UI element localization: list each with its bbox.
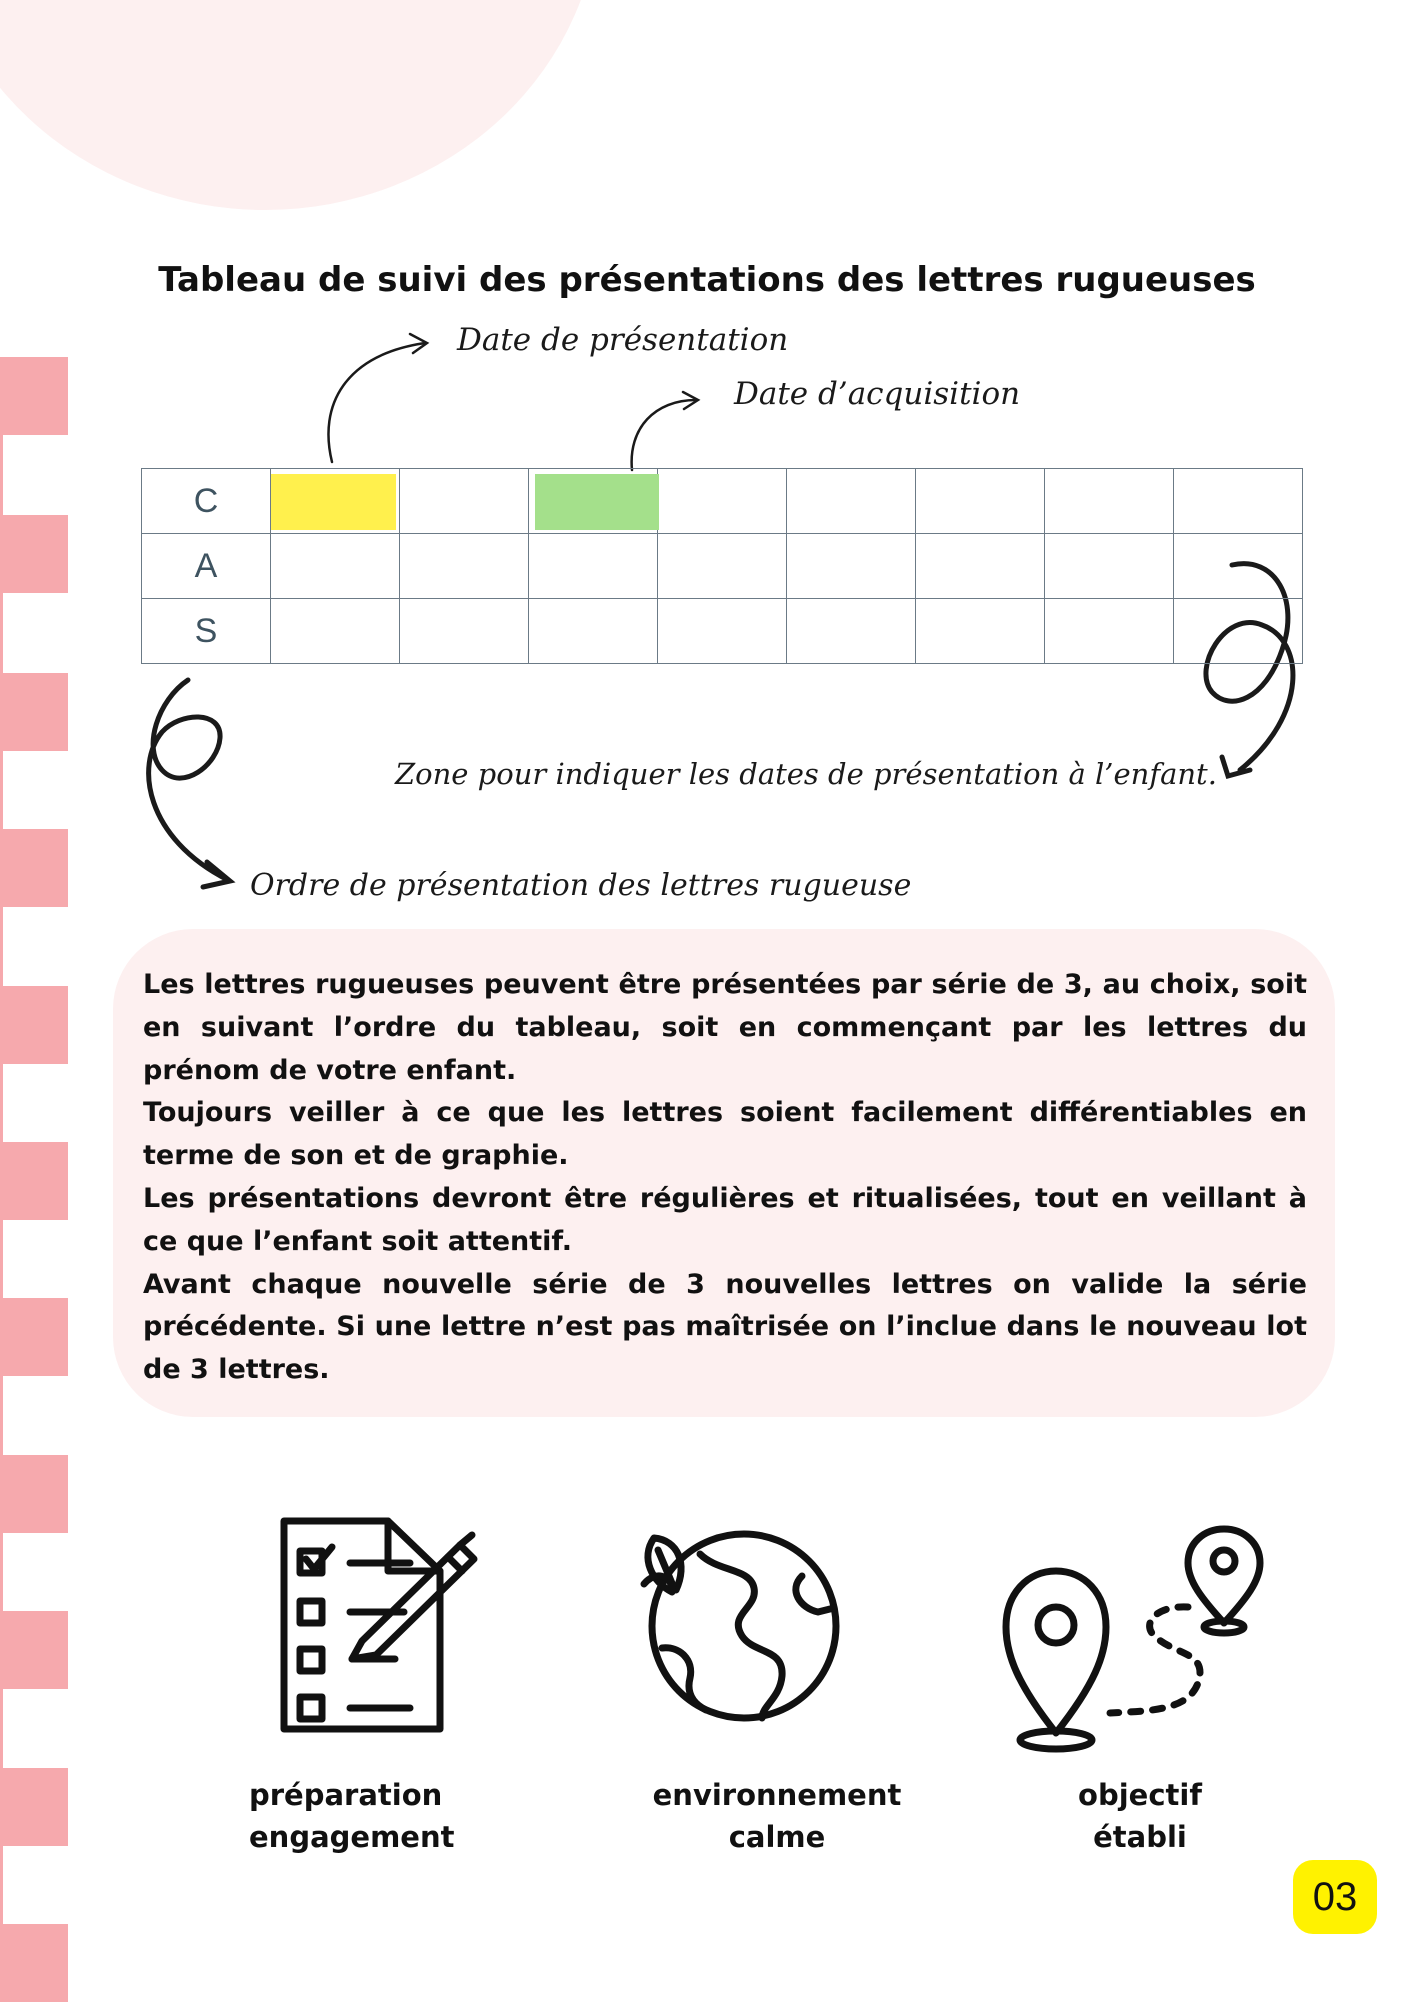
arrow-acquisition-date [632,400,696,470]
presentation-date-annotation: Date de présentation [457,322,789,358]
row-label-s: S [142,599,271,664]
acquisition-date-cell[interactable] [529,469,658,534]
row-label-c: C [142,469,271,534]
date-cell[interactable] [916,469,1045,534]
feature-caption-preparation: préparation engagement [249,1778,455,1854]
date-cell[interactable] [658,599,787,664]
earth-leaf-icon [632,1528,852,1728]
date-cell[interactable] [1045,469,1174,534]
arrow-presentation-date [328,343,425,462]
date-cell[interactable] [1174,469,1303,534]
presentation-date-highlight [271,474,396,530]
table-row [142,599,1303,664]
acquisition-date-highlight [535,474,659,530]
page-title: Tableau de suivi des présentations des lettres rugueuses [158,260,1256,300]
date-cell[interactable] [400,469,529,534]
tracking-table [141,468,1303,664]
date-cell[interactable] [787,534,916,599]
acquisition-date-annotation: Date d’acquisition [734,376,1021,412]
date-cell[interactable] [271,599,400,664]
info-paragraph: Avant chaque nouvelle série de 3 nouvelles lettres on valide la série précédente. Si une lettre n’est pas maîtrisée on l’inclue dans le nouveau lot de 3 lettres. [143,1268,1307,1386]
info-paragraph: Les présentations devront être régulières et ritualisées, tout en veillant à ce que l’enfant soit attentif. [143,1182,1307,1257]
presentation-date-cell[interactable] [271,469,400,534]
info-paragraph: Toujours veiller à ce que les lettres soient facilement différentiables en terme de son et de graphie. [143,1097,1307,1172]
info-box [113,929,1335,1417]
order-annotation: Ordre de présentation des lettres rugueuse [250,868,912,903]
map-route-pins-icon [998,1515,1268,1755]
date-cell[interactable] [1174,599,1303,664]
feature-caption-environment: environnement calme [652,1778,902,1854]
date-cell[interactable] [271,534,400,599]
date-cell[interactable] [658,469,787,534]
date-cell[interactable] [529,534,658,599]
date-cell[interactable] [787,599,916,664]
info-paragraph: Les lettres rugueuses peuvent être présentées par série de 3, au choix, soit en suivant l’ordre du tableau, soit en commençant par les lettres du prénom de votre enfant. [143,969,1307,1086]
date-cell[interactable] [400,534,529,599]
date-cell[interactable] [400,599,529,664]
table-row [142,534,1303,599]
arrow-order [149,680,228,880]
date-cell[interactable] [529,599,658,664]
date-cell[interactable] [787,469,916,534]
zone-annotation: Zone pour indiquer les dates de présentation à l’enfant. [395,757,1217,791]
row-label-a: A [142,534,271,599]
date-cell[interactable] [1174,534,1303,599]
checklist-pencil-icon [270,1515,500,1745]
feature-caption-objective: objectif établi [1078,1778,1202,1854]
date-cell[interactable] [658,534,787,599]
date-cell[interactable] [1045,534,1174,599]
table-row [142,469,1303,534]
date-cell[interactable] [916,534,1045,599]
info-text [143,964,1307,1392]
page-number-badge: 03 [1293,1860,1377,1934]
date-cell[interactable] [1045,599,1174,664]
date-cell[interactable] [916,599,1045,664]
